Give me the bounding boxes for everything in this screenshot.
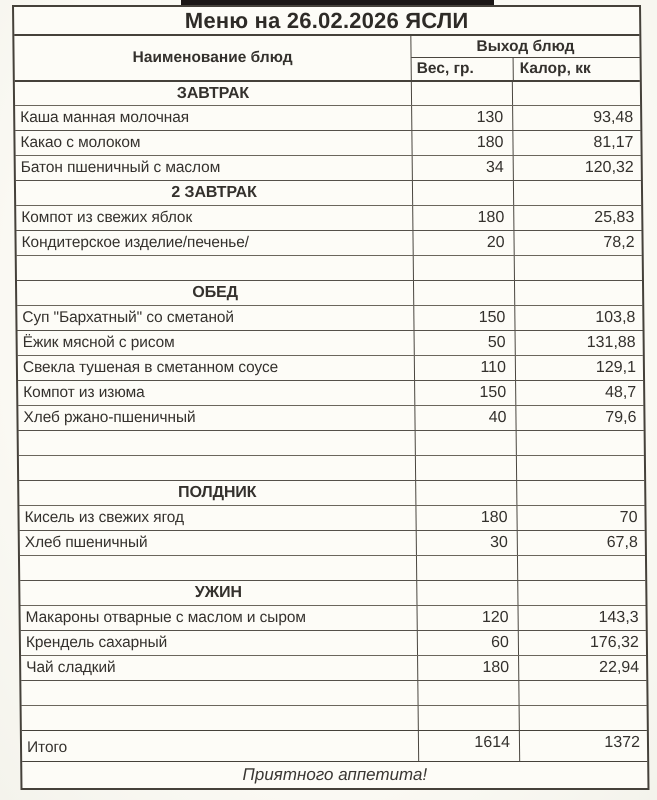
dish-name: Хлеб ржано-пшеничный [23, 409, 196, 426]
dish-name: Итого [26, 739, 68, 756]
dish-name: 2 ЗАВТРАК [171, 184, 257, 201]
dish-calories [519, 706, 647, 730]
section-header-row [17, 280, 642, 305]
dish-weight: 1614 [418, 731, 519, 761]
dish-row [18, 330, 643, 355]
dish-calories [516, 456, 644, 480]
dish-calories [518, 681, 646, 705]
dish-name: Свекла тушеная в сметанном соусе [22, 359, 279, 376]
dish-name: Суп "Бархатный" со сметаной [22, 309, 235, 326]
dish-row [17, 305, 642, 330]
dish-calories: 48,7 [515, 381, 643, 405]
dish-weight: 180 [417, 656, 518, 680]
dish-weight: 150 [413, 306, 514, 330]
dish-calories: 120,32 [513, 156, 641, 180]
dish-calories [512, 82, 640, 105]
section-header-row [15, 80, 640, 105]
dish-name: ЗАВТРАК [176, 84, 250, 102]
dish-weight: 60 [417, 631, 518, 655]
dish-weight [415, 431, 516, 455]
dish-calories [517, 581, 645, 605]
dish-name: Ёжик мясной с рисом [22, 334, 175, 351]
dish-name: Хлеб пшеничный [24, 534, 148, 551]
dish-name: Чай сладкий [26, 659, 116, 676]
dish-weight [416, 581, 517, 605]
dish-weight: 180 [415, 506, 516, 530]
dish-calories: 78,2 [513, 231, 641, 255]
page-title: Меню на 26.02.2026 ЯСЛИ [184, 7, 469, 33]
menu-rows [15, 80, 647, 761]
dish-weight: 30 [416, 531, 517, 555]
dish-name: Кисель из свежих ягод [24, 509, 184, 526]
dish-name [19, 456, 415, 480]
dish-row [16, 155, 641, 180]
dish-calories [514, 256, 642, 280]
dish-weight: 50 [414, 331, 515, 355]
dish-name [20, 556, 416, 580]
dish-weight: 40 [414, 406, 515, 430]
dish-calories: 103,8 [514, 306, 642, 330]
dish-name: Макароны отварные с маслом и сыром [25, 609, 306, 626]
dish-weight [417, 681, 518, 705]
dish-calories: 143,3 [518, 606, 646, 630]
dish-weight [415, 481, 516, 505]
dish-calories: 70 [516, 506, 644, 530]
dish-calories: 22,94 [518, 656, 646, 680]
column-subheaders [412, 58, 640, 80]
dish-weight: 20 [412, 231, 513, 255]
empty-row [21, 680, 646, 705]
section-header-row [16, 180, 641, 205]
dish-calories [514, 281, 642, 305]
dish-weight [412, 181, 513, 205]
dish-calories [513, 181, 641, 205]
dish-row [20, 605, 645, 630]
dish-calories [517, 556, 645, 580]
column-header-dish-name: Наименование блюд [132, 49, 293, 66]
dish-row [21, 630, 646, 655]
dish-weight: 120 [417, 606, 518, 630]
dish-name: Компот из свежих яблок [21, 209, 193, 226]
empty-row [20, 555, 645, 580]
dish-weight: 110 [414, 356, 515, 380]
dish-row [20, 530, 645, 555]
dish-row [15, 130, 640, 155]
dish-calories: 25,83 [513, 206, 641, 230]
dish-calories: 131,88 [515, 331, 643, 355]
dish-calories: 129,1 [515, 356, 643, 380]
empty-row [22, 705, 647, 730]
dish-calories: 79,6 [515, 406, 643, 430]
dish-calories: 67,8 [517, 531, 645, 555]
dish-calories [516, 481, 644, 505]
dish-weight: 150 [414, 381, 515, 405]
column-header-weight: Вес, гр. [416, 60, 474, 77]
dish-calories: 81,17 [512, 131, 640, 155]
dish-weight [413, 281, 514, 305]
dish-name: Какао с молоком [20, 134, 141, 151]
dish-weight [416, 556, 517, 580]
dish-row [15, 105, 640, 130]
total-row [22, 730, 647, 761]
dish-calories: 1372 [519, 731, 647, 761]
dish-row [18, 355, 643, 380]
column-header-output-group [410, 36, 639, 80]
dish-name [17, 256, 413, 280]
dish-name: Кондитерское изделие/печенье/ [21, 234, 250, 251]
section-header-row [20, 580, 645, 605]
dish-name [19, 431, 415, 455]
dish-row [19, 505, 644, 530]
dish-weight: 180 [412, 206, 513, 230]
dish-name: ОБЕД [192, 284, 239, 301]
dish-row [16, 205, 641, 230]
menu-table [12, 5, 649, 790]
dish-calories: 93,48 [512, 106, 640, 130]
table-header [14, 34, 639, 80]
column-header-output: Выход блюд [411, 36, 639, 58]
dish-weight [415, 456, 516, 480]
column-header-calories: Калор, кк [513, 58, 640, 80]
dish-weight: 180 [411, 131, 512, 155]
dish-row [21, 655, 646, 680]
dish-name: УЖИН [194, 584, 242, 601]
dish-row [18, 405, 643, 430]
dish-name [21, 681, 417, 705]
dish-calories: 176,32 [518, 631, 646, 655]
dish-name: Компот из изюма [23, 384, 145, 401]
empty-row [17, 255, 642, 280]
dish-weight: 130 [411, 106, 512, 130]
empty-row [19, 455, 644, 480]
dish-name: ПОЛДНИК [178, 484, 257, 501]
dish-name [22, 706, 418, 730]
dish-weight: 34 [412, 156, 513, 180]
dish-calories [516, 431, 644, 455]
dish-name: Батон пшеничный с маслом [20, 159, 221, 176]
dish-name: Крендель сахарный [25, 634, 168, 651]
dish-weight [418, 706, 519, 730]
section-header-row [19, 480, 644, 505]
dish-row [16, 230, 641, 255]
dish-weight [413, 256, 514, 280]
footer-note: Приятного аппетита! [22, 761, 647, 788]
empty-row [19, 430, 644, 455]
dish-name: Каша манная молочная [20, 109, 190, 126]
dish-weight [411, 82, 512, 105]
dish-row [18, 380, 643, 405]
